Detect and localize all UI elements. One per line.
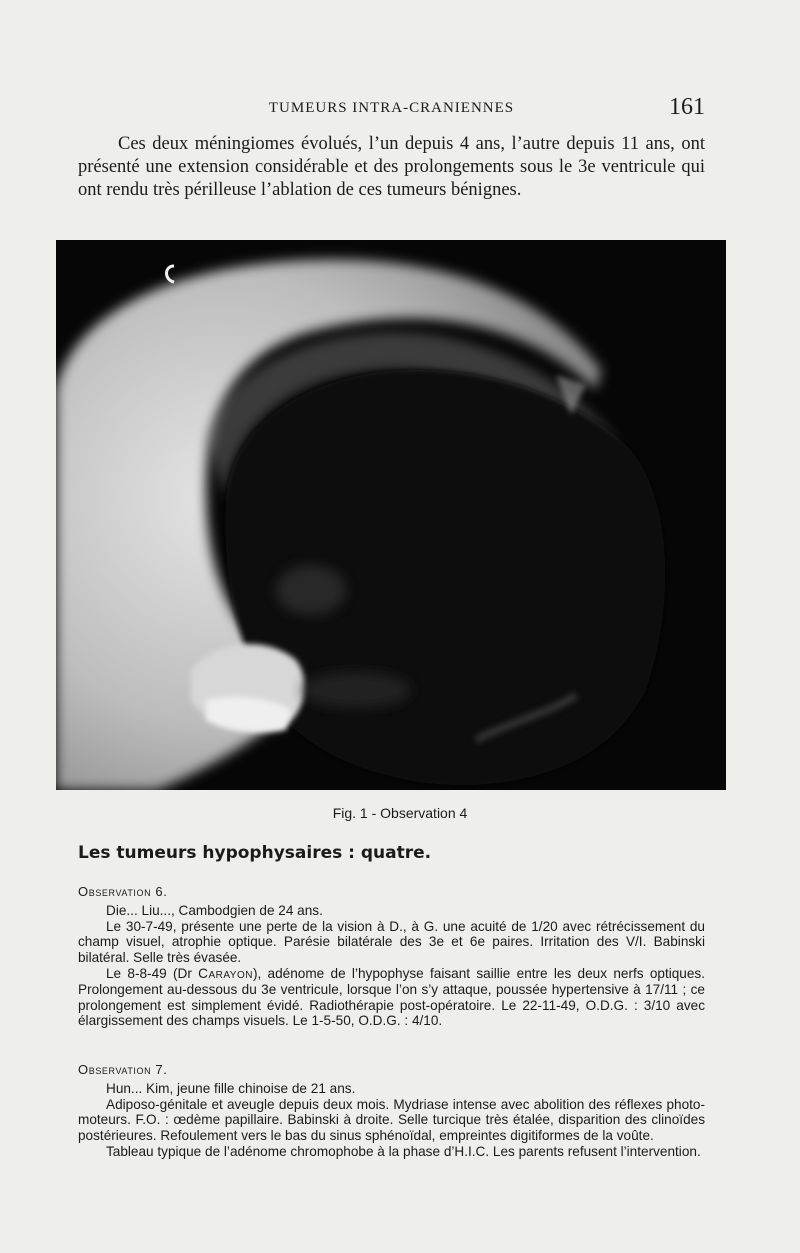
observation-7-title: Observation 7. <box>78 1062 168 1077</box>
intro-paragraph: Ces deux méningiomes évolués, l’un depuis 4 ans, l’autre depuis 11 ans, ont présenté une extension considérable et des prolongements sous le 3e ventricule qui ont rendu très périlleuse l’ablation de ces tumeurs bénignes. <box>78 134 705 200</box>
skull-x-ray-image <box>56 240 726 790</box>
observation-6-history: Le 30-7-49, présente une perte de la vision à D., à G. une acuité de 1/20 avec rétrécissement du champ visuel, atrophie optique. Parésie bilatérale des 3e et 6e paires. Irritation des V/I. Babinski bilatéral. Selle très évasée. <box>78 918 705 966</box>
running-head <box>78 94 705 126</box>
observation-7-history: Adiposo-génitale et aveugle depuis deux mois. Mydriase intense avec abolition des réflexes photo-moteurs. F.O. : œdème papillaire. Babinski à droite. Selle turcique très étalée, disparition des clinoïdes postérieures. Refoulement vers le bas du sinus sphénoïdal, empreintes digitiformes de la voûte. <box>78 1096 705 1144</box>
x-ray-illustration <box>56 240 726 790</box>
observation-6-surgery <box>78 966 705 1029</box>
surgeon-name: Carayon <box>198 965 253 981</box>
observation-6-patient: Die... Liu..., Cambodgien de 24 ans. <box>106 902 323 918</box>
observation-6 <box>78 884 705 1029</box>
page-number: 161 <box>669 94 705 120</box>
section-heading: Les tumeurs hypophysaires : quatre. <box>78 843 432 863</box>
running-title: TUMEURS INTRA-CRANIENNES <box>268 100 515 116</box>
observation-6-surgery-b: ), adénome de l’hypophyse faisant saillie entre les deux nerfs optiques. Prolongement au-dessous du 3e ventricule, lorsque l’on s’y attaque, poussée hypertensive à 17/11 ; ce prolongement est simplement évidé. Radiothérapie post-opératoire. Le 22-11-49, O.D.G. : 3/10 avec élargissement des champs visuels. Le 1-5-50, O.D.G. : 4/10. <box>78 965 706 1029</box>
figure-caption: Fig. 1 - Observation 4 <box>332 805 468 821</box>
observation-6-surgery-a: Le 8-8-49 (Dr <box>106 965 199 981</box>
observation-6-title: Observation 6. <box>78 884 168 899</box>
observation-7 <box>78 1062 705 1160</box>
observation-7-patient: Hun... Kim, jeune fille chinoise de 21 ans. <box>106 1080 356 1096</box>
observation-7-conclusion: Tableau typique de l’adénome chromophobe à la phase d’H.I.C. Les parents refusent l’intervention. <box>106 1143 701 1159</box>
